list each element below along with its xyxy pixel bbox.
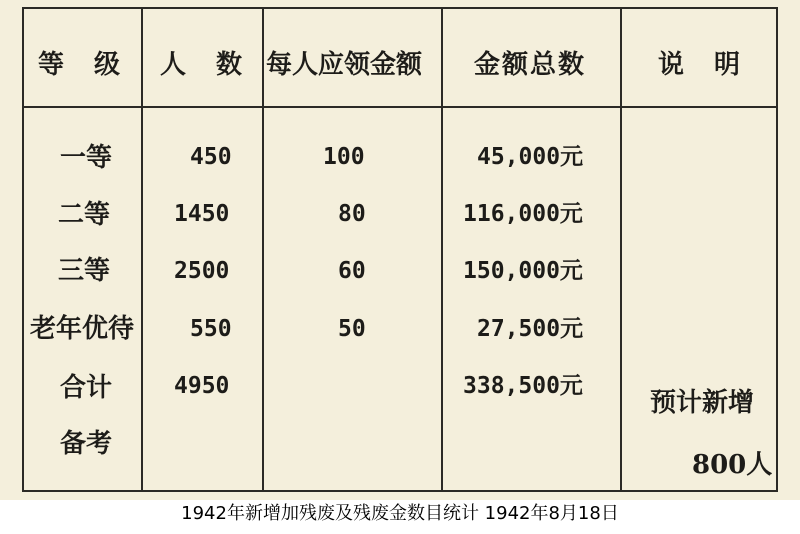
header-grade: 等 级 [38, 50, 123, 80]
row-3-grade: 三等 [58, 256, 111, 286]
column-divider-2 [262, 7, 264, 492]
table-border-bottom [22, 490, 778, 492]
column-divider-1 [141, 7, 143, 492]
row-2-grade: 二等 [58, 200, 111, 230]
table-border-right [776, 7, 778, 492]
total-row-label: 合计 [60, 373, 113, 403]
image-caption: 1942年新增加残废及残废金数目统计 1942年8月18日 [181, 503, 619, 524]
row-1-per-person: 100 [323, 144, 365, 170]
row-4-total: 27,500元 [477, 316, 584, 342]
header-total-amount: 金额总数 [474, 50, 587, 80]
row-2-per-person: 80 [338, 201, 366, 227]
table-border-top [22, 7, 778, 9]
row-1-grade: 一等 [60, 143, 113, 173]
header-count: 人 数 [160, 50, 245, 80]
row-3-count: 2500 [174, 258, 230, 284]
row-1-total: 45,000元 [477, 144, 584, 170]
row-2-count: 1450 [174, 201, 230, 227]
table-border-left [22, 7, 24, 492]
row-2-total: 116,000元 [463, 201, 583, 227]
notes-line-2: 800人 [692, 450, 773, 480]
row-3-per-person: 60 [338, 258, 366, 284]
row-4-count: 550 [190, 316, 232, 342]
notes-line-1: 预计新增 [650, 388, 755, 418]
remarks-label: 备考 [60, 429, 113, 459]
total-row-total: 338,500元 [463, 373, 583, 399]
header-notes: 说 明 [658, 50, 743, 80]
row-3-total: 150,000元 [463, 258, 583, 284]
row-1-count: 450 [190, 144, 232, 170]
column-divider-4 [620, 7, 622, 492]
total-row-count: 4950 [174, 373, 230, 399]
row-4-per-person: 50 [338, 316, 366, 342]
header-per-person-amount: 每人应领金额 [266, 50, 423, 80]
header-underline [22, 106, 778, 108]
column-divider-3 [441, 7, 443, 492]
row-4-grade: 老年优待 [30, 314, 135, 344]
